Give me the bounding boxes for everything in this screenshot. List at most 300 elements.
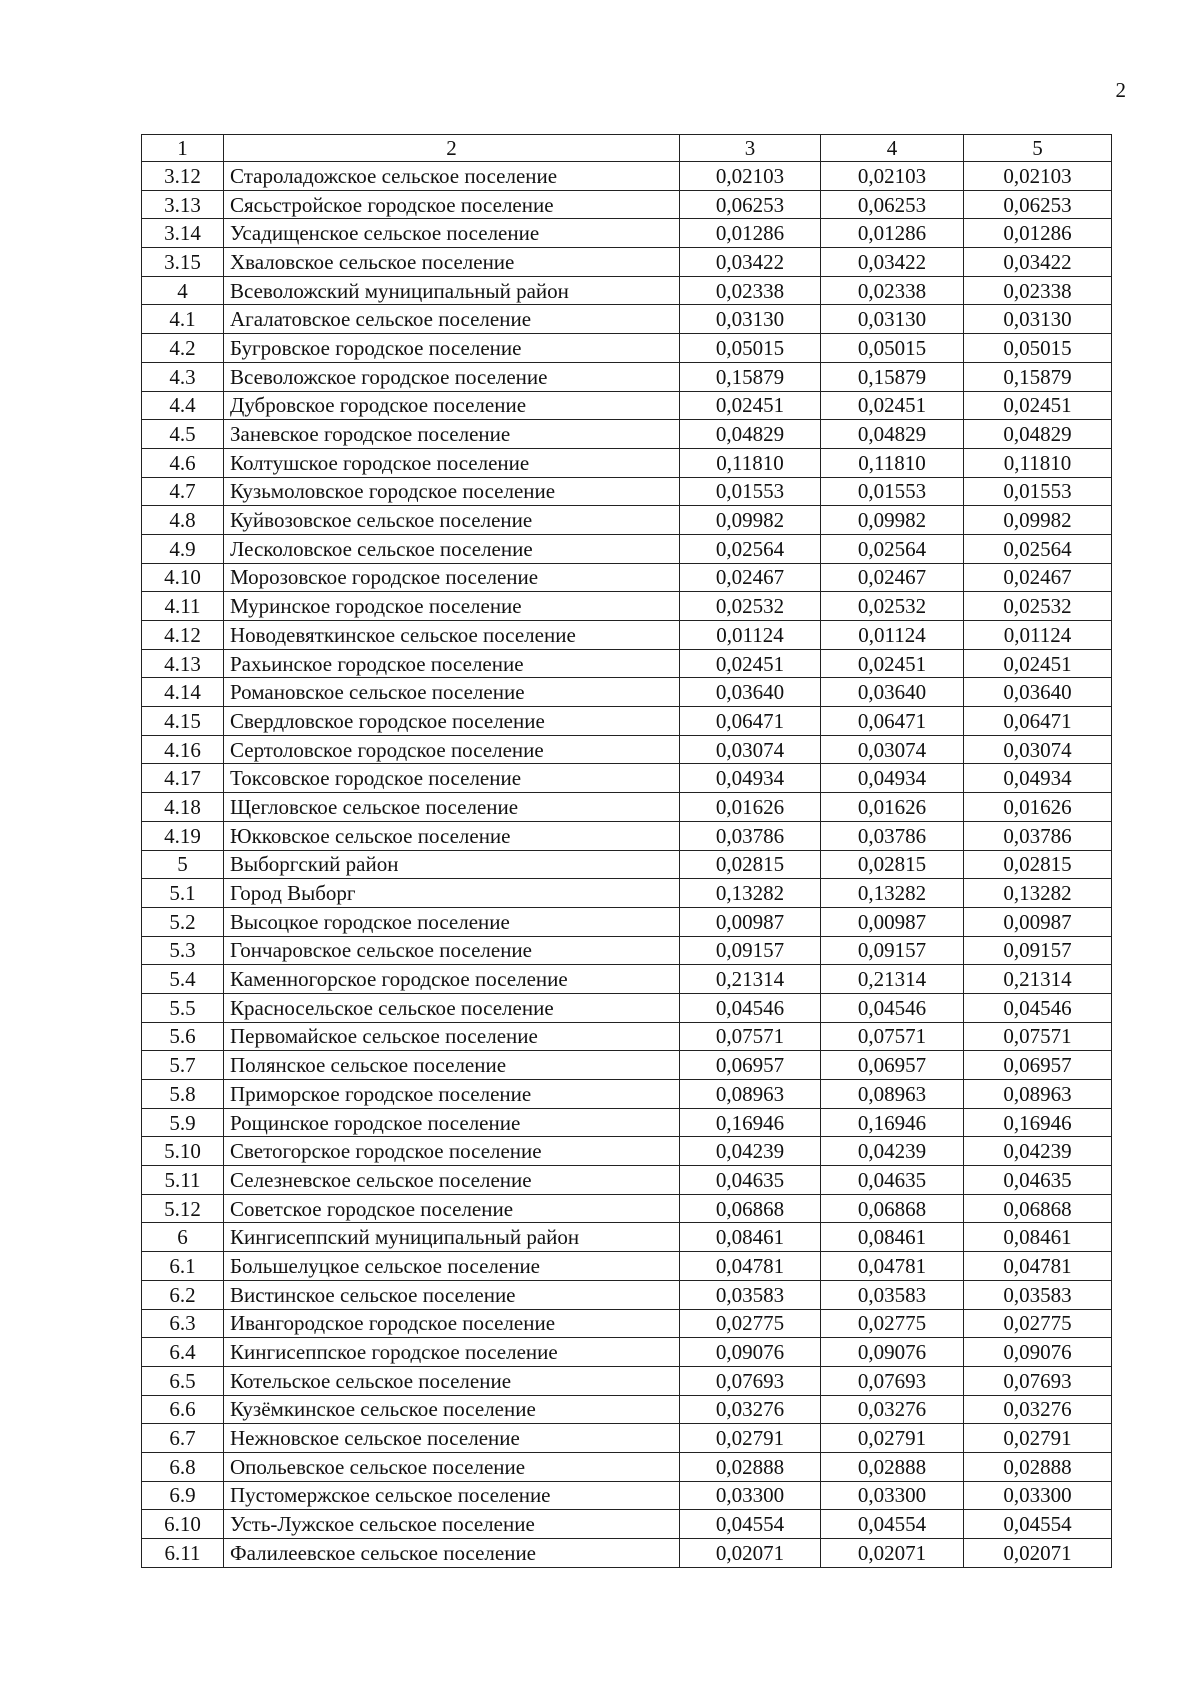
row-number-cell: 4.11 [142,592,224,621]
settlement-name-cell: Вистинское сельское поселение [224,1280,680,1309]
table-row [142,362,1112,391]
value-col5-cell: 0,02338 [964,276,1112,305]
value-col3-cell: 0,03300 [680,1481,821,1510]
column-header-3: 3 [680,135,821,162]
settlement-name-cell: Селезневское сельское поселение [224,1166,680,1195]
table-row [142,1137,1112,1166]
table-row [142,391,1112,420]
value-col5-cell: 0,06471 [964,707,1112,736]
value-col5-cell: 0,00987 [964,907,1112,936]
table-row [142,1338,1112,1367]
settlement-name-cell: Кингисеппский муниципальный район [224,1223,680,1252]
row-number-cell: 6 [142,1223,224,1252]
value-col5-cell: 0,02564 [964,534,1112,563]
value-col3-cell: 0,02467 [680,563,821,592]
settlement-name-cell: Опольевское сельское поселение [224,1452,680,1481]
value-col3-cell: 0,06957 [680,1051,821,1080]
value-col5-cell: 0,01626 [964,793,1112,822]
value-col3-cell: 0,03786 [680,821,821,850]
row-number-cell: 4.6 [142,448,224,477]
value-col3-cell: 0,04635 [680,1166,821,1195]
table-row [142,1539,1112,1568]
row-number-cell: 4.1 [142,305,224,334]
settlement-name-cell: Бугровское городское поселение [224,334,680,363]
value-col3-cell: 0,02791 [680,1424,821,1453]
settlement-name-cell: Первомайское сельское поселение [224,1022,680,1051]
value-col4-cell: 0,08461 [821,1223,964,1252]
row-number-cell: 4.16 [142,735,224,764]
row-number-cell: 5.9 [142,1108,224,1137]
row-number-cell: 4.12 [142,621,224,650]
table-row [142,879,1112,908]
settlement-name-cell: Юкковское сельское поселение [224,821,680,850]
value-col3-cell: 0,02888 [680,1452,821,1481]
row-number-cell: 4.10 [142,563,224,592]
value-col5-cell: 0,09076 [964,1338,1112,1367]
settlement-name-cell: Нежновское сельское поселение [224,1424,680,1453]
settlement-name-cell: Красносельское сельское поселение [224,993,680,1022]
value-col4-cell: 0,06868 [821,1194,964,1223]
row-number-cell: 4.18 [142,793,224,822]
column-header-2: 2 [224,135,680,162]
value-col3-cell: 0,08461 [680,1223,821,1252]
value-col3-cell: 0,03130 [680,305,821,334]
value-col4-cell: 0,04934 [821,764,964,793]
value-col4-cell: 0,06471 [821,707,964,736]
table-row [142,850,1112,879]
settlement-name-cell: Светогорское городское поселение [224,1137,680,1166]
value-col5-cell: 0,01286 [964,219,1112,248]
table-row [142,936,1112,965]
value-col5-cell: 0,02451 [964,391,1112,420]
value-col3-cell: 0,03276 [680,1395,821,1424]
value-col3-cell: 0,08963 [680,1080,821,1109]
row-number-cell: 3.14 [142,219,224,248]
value-col5-cell: 0,03422 [964,248,1112,277]
settlement-name-cell: Большелуцкое сельское поселение [224,1252,680,1281]
value-col4-cell: 0,03422 [821,248,964,277]
row-number-cell: 4.8 [142,506,224,535]
value-col3-cell: 0,01286 [680,219,821,248]
settlement-name-cell: Рахьинское городское поселение [224,649,680,678]
table-row [142,1309,1112,1338]
table-row [142,1510,1112,1539]
value-col4-cell: 0,01124 [821,621,964,650]
value-col3-cell: 0,04239 [680,1137,821,1166]
row-number-cell: 5.6 [142,1022,224,1051]
value-col3-cell: 0,09076 [680,1338,821,1367]
row-number-cell: 5.12 [142,1194,224,1223]
table-row [142,592,1112,621]
table-row [142,506,1112,535]
table-row [142,190,1112,219]
value-col4-cell: 0,03786 [821,821,964,850]
value-col4-cell: 0,02338 [821,276,964,305]
value-col4-cell: 0,07571 [821,1022,964,1051]
settlement-name-cell: Морозовское городское поселение [224,563,680,592]
table-row [142,477,1112,506]
table-row [142,1080,1112,1109]
value-col3-cell: 0,02071 [680,1539,821,1568]
value-col4-cell: 0,05015 [821,334,964,363]
value-col4-cell: 0,09076 [821,1338,964,1367]
value-col5-cell: 0,02103 [964,162,1112,191]
settlement-name-cell: Выборгский район [224,850,680,879]
row-number-cell: 4.5 [142,420,224,449]
value-col5-cell: 0,03640 [964,678,1112,707]
value-col4-cell: 0,03130 [821,305,964,334]
column-header-1: 1 [142,135,224,162]
table-row [142,678,1112,707]
row-number-cell: 4 [142,276,224,305]
settlement-name-cell: Куйвозовское сельское поселение [224,506,680,535]
value-col4-cell: 0,08963 [821,1080,964,1109]
value-col3-cell: 0,15879 [680,362,821,391]
value-col3-cell: 0,06253 [680,190,821,219]
value-col5-cell: 0,03074 [964,735,1112,764]
value-col5-cell: 0,04934 [964,764,1112,793]
settlement-name-cell: Пустомержское сельское поселение [224,1481,680,1510]
value-col4-cell: 0,00987 [821,907,964,936]
column-header-5: 5 [964,135,1112,162]
page-number: 2 [1115,78,1126,102]
value-col5-cell: 0,16946 [964,1108,1112,1137]
value-col4-cell: 0,09982 [821,506,964,535]
settlement-name-cell: Романовское сельское поселение [224,678,680,707]
value-col3-cell: 0,02451 [680,649,821,678]
value-col3-cell: 0,04554 [680,1510,821,1539]
table-row [142,793,1112,822]
row-number-cell: 5.2 [142,907,224,936]
value-col4-cell: 0,03074 [821,735,964,764]
value-col5-cell: 0,04554 [964,1510,1112,1539]
row-number-cell: 3.15 [142,248,224,277]
settlement-name-cell: Дубровское городское поселение [224,391,680,420]
value-col4-cell: 0,02451 [821,649,964,678]
settlement-name-cell: Староладожское сельское поселение [224,162,680,191]
settlement-name-cell: Агалатовское сельское поселение [224,305,680,334]
value-col5-cell: 0,21314 [964,965,1112,994]
row-number-cell: 6.3 [142,1309,224,1338]
value-col5-cell: 0,04635 [964,1166,1112,1195]
table-row [142,420,1112,449]
row-number-cell: 3.13 [142,190,224,219]
settlement-name-cell: Муринское городское поселение [224,592,680,621]
value-col3-cell: 0,04546 [680,993,821,1022]
value-col4-cell: 0,02071 [821,1539,964,1568]
value-col5-cell: 0,07693 [964,1366,1112,1395]
table-row [142,735,1112,764]
value-col4-cell: 0,02815 [821,850,964,879]
value-col3-cell: 0,09157 [680,936,821,965]
value-col3-cell: 0,21314 [680,965,821,994]
table-row [142,1051,1112,1080]
value-col5-cell: 0,13282 [964,879,1112,908]
row-number-cell: 4.15 [142,707,224,736]
value-col5-cell: 0,08963 [964,1080,1112,1109]
settlement-name-cell: Котельское сельское поселение [224,1366,680,1395]
value-col3-cell: 0,11810 [680,448,821,477]
value-col5-cell: 0,09157 [964,936,1112,965]
row-number-cell: 6.8 [142,1452,224,1481]
value-col3-cell: 0,02564 [680,534,821,563]
settlement-name-cell: Усть-Лужское сельское поселение [224,1510,680,1539]
value-col3-cell: 0,09982 [680,506,821,535]
value-col3-cell: 0,02775 [680,1309,821,1338]
settlement-name-cell: Высоцкое городское поселение [224,907,680,936]
row-number-cell: 6.10 [142,1510,224,1539]
value-col4-cell: 0,06957 [821,1051,964,1080]
table-row [142,563,1112,592]
value-col5-cell: 0,02532 [964,592,1112,621]
table-row [142,621,1112,650]
settlement-name-cell: Советское городское поселение [224,1194,680,1223]
value-col3-cell: 0,01553 [680,477,821,506]
value-col3-cell: 0,02532 [680,592,821,621]
row-number-cell: 6.11 [142,1539,224,1568]
value-col5-cell: 0,02071 [964,1539,1112,1568]
value-col5-cell: 0,02451 [964,649,1112,678]
value-col4-cell: 0,01553 [821,477,964,506]
settlement-name-cell: Сертоловское городское поселение [224,735,680,764]
value-col5-cell: 0,02467 [964,563,1112,592]
row-number-cell: 5.5 [142,993,224,1022]
settlement-name-cell: Кузьмоловское городское поселение [224,477,680,506]
value-col3-cell: 0,16946 [680,1108,821,1137]
value-col5-cell: 0,06957 [964,1051,1112,1080]
value-col5-cell: 0,06253 [964,190,1112,219]
table-row [142,707,1112,736]
row-number-cell: 5.10 [142,1137,224,1166]
row-number-cell: 4.14 [142,678,224,707]
value-col4-cell: 0,03300 [821,1481,964,1510]
row-number-cell: 5.1 [142,879,224,908]
table-row [142,1252,1112,1281]
value-col3-cell: 0,02338 [680,276,821,305]
row-number-cell: 6.5 [142,1366,224,1395]
settlement-name-cell: Кингисеппское городское поселение [224,1338,680,1367]
table-row [142,821,1112,850]
value-col3-cell: 0,03640 [680,678,821,707]
value-col3-cell: 0,05015 [680,334,821,363]
row-number-cell: 4.4 [142,391,224,420]
value-col4-cell: 0,09157 [821,936,964,965]
value-col5-cell: 0,06868 [964,1194,1112,1223]
value-col5-cell: 0,05015 [964,334,1112,363]
row-number-cell: 3.12 [142,162,224,191]
settlement-name-cell: Токсовское городское поселение [224,764,680,793]
table-row [142,248,1112,277]
value-col5-cell: 0,02791 [964,1424,1112,1453]
settlement-name-cell: Заневское городское поселение [224,420,680,449]
value-col4-cell: 0,01286 [821,219,964,248]
value-col4-cell: 0,04546 [821,993,964,1022]
table-row [142,1166,1112,1195]
row-number-cell: 6.4 [142,1338,224,1367]
value-col4-cell: 0,03640 [821,678,964,707]
row-number-cell: 6.2 [142,1280,224,1309]
table-body [142,135,1112,1568]
value-col4-cell: 0,01626 [821,793,964,822]
value-col5-cell: 0,03786 [964,821,1112,850]
value-col3-cell: 0,04829 [680,420,821,449]
value-col3-cell: 0,04781 [680,1252,821,1281]
table-row [142,534,1112,563]
settlement-name-cell: Приморское городское поселение [224,1080,680,1109]
table-row [142,1424,1112,1453]
value-col3-cell: 0,01626 [680,793,821,822]
settlement-name-cell: Фалилеевское сельское поселение [224,1539,680,1568]
value-col5-cell: 0,02775 [964,1309,1112,1338]
value-col5-cell: 0,01553 [964,477,1112,506]
table-row [142,1022,1112,1051]
row-number-cell: 5.4 [142,965,224,994]
row-number-cell: 4.17 [142,764,224,793]
value-col4-cell: 0,21314 [821,965,964,994]
settlement-name-cell: Ивангородское городское поселение [224,1309,680,1338]
table-row [142,1280,1112,1309]
value-col5-cell: 0,15879 [964,362,1112,391]
settlement-name-cell: Город Выборг [224,879,680,908]
value-col4-cell: 0,04829 [821,420,964,449]
value-col5-cell: 0,07571 [964,1022,1112,1051]
settlement-name-cell: Лесколовское сельское поселение [224,534,680,563]
table-row [142,1223,1112,1252]
value-col4-cell: 0,11810 [821,448,964,477]
settlement-name-cell: Хваловское сельское поселение [224,248,680,277]
value-col3-cell: 0,07571 [680,1022,821,1051]
value-col5-cell: 0,01124 [964,621,1112,650]
value-col5-cell: 0,03130 [964,305,1112,334]
table-row [142,305,1112,334]
settlement-name-cell: Новодевяткинское сельское поселение [224,621,680,650]
value-col3-cell: 0,01124 [680,621,821,650]
table-row [142,219,1112,248]
value-col3-cell: 0,03583 [680,1280,821,1309]
value-col3-cell: 0,02103 [680,162,821,191]
settlement-name-cell: Свердловское городское поселение [224,707,680,736]
value-col4-cell: 0,02791 [821,1424,964,1453]
value-col4-cell: 0,02888 [821,1452,964,1481]
value-col4-cell: 0,07693 [821,1366,964,1395]
value-col5-cell: 0,02815 [964,850,1112,879]
value-col3-cell: 0,02815 [680,850,821,879]
value-col4-cell: 0,02451 [821,391,964,420]
settlement-name-cell: Всеволожское городское поселение [224,362,680,391]
value-col3-cell: 0,06471 [680,707,821,736]
settlement-name-cell: Щегловское сельское поселение [224,793,680,822]
row-number-cell: 6.9 [142,1481,224,1510]
settlement-name-cell: Всеволожский муниципальный район [224,276,680,305]
value-col5-cell: 0,04829 [964,420,1112,449]
value-col4-cell: 0,02564 [821,534,964,563]
value-col3-cell: 0,03422 [680,248,821,277]
row-number-cell: 4.2 [142,334,224,363]
value-col4-cell: 0,04781 [821,1252,964,1281]
value-col5-cell: 0,09982 [964,506,1112,535]
value-col4-cell: 0,15879 [821,362,964,391]
value-col5-cell: 0,04546 [964,993,1112,1022]
value-col3-cell: 0,00987 [680,907,821,936]
row-number-cell: 6.1 [142,1252,224,1281]
table-row [142,1194,1112,1223]
value-col5-cell: 0,02888 [964,1452,1112,1481]
value-col5-cell: 0,03583 [964,1280,1112,1309]
table-row [142,448,1112,477]
settlement-name-cell: Каменногорское городское поселение [224,965,680,994]
value-col3-cell: 0,02451 [680,391,821,420]
value-col5-cell: 0,04239 [964,1137,1112,1166]
value-col4-cell: 0,04554 [821,1510,964,1539]
table-row [142,276,1112,305]
column-header-4: 4 [821,135,964,162]
table-row [142,965,1112,994]
row-number-cell: 5.11 [142,1166,224,1195]
table-row [142,993,1112,1022]
value-col4-cell: 0,03583 [821,1280,964,1309]
row-number-cell: 5 [142,850,224,879]
row-number-cell: 5.8 [142,1080,224,1109]
settlement-name-cell: Рощинское городское поселение [224,1108,680,1137]
table-row [142,162,1112,191]
value-col3-cell: 0,04934 [680,764,821,793]
settlement-name-cell: Кузёмкинское сельское поселение [224,1395,680,1424]
value-col5-cell: 0,11810 [964,448,1112,477]
value-col3-cell: 0,07693 [680,1366,821,1395]
value-col5-cell: 0,08461 [964,1223,1112,1252]
row-number-cell: 4.3 [142,362,224,391]
value-col4-cell: 0,03276 [821,1395,964,1424]
value-col5-cell: 0,03276 [964,1395,1112,1424]
row-number-cell: 6.6 [142,1395,224,1424]
row-number-cell: 4.19 [142,821,224,850]
value-col3-cell: 0,03074 [680,735,821,764]
settlement-name-cell: Полянское сельское поселение [224,1051,680,1080]
settlement-name-cell: Усадищенское сельское поселение [224,219,680,248]
settlement-name-cell: Сясьстройское городское поселение [224,190,680,219]
table-row [142,1452,1112,1481]
row-number-cell: 6.7 [142,1424,224,1453]
row-number-cell: 5.7 [142,1051,224,1080]
value-col4-cell: 0,16946 [821,1108,964,1137]
value-col4-cell: 0,02775 [821,1309,964,1338]
table-row [142,764,1112,793]
row-number-cell: 4.13 [142,649,224,678]
table-header-row [142,135,1112,162]
table-row [142,907,1112,936]
table-row [142,334,1112,363]
table-row [142,649,1112,678]
value-col4-cell: 0,13282 [821,879,964,908]
coefficients-table [141,134,1112,1568]
row-number-cell: 4.9 [142,534,224,563]
table-row [142,1481,1112,1510]
table-row [142,1366,1112,1395]
table-row [142,1395,1112,1424]
table-row [142,1108,1112,1137]
value-col5-cell: 0,04781 [964,1252,1112,1281]
value-col4-cell: 0,06253 [821,190,964,219]
value-col3-cell: 0,13282 [680,879,821,908]
value-col4-cell: 0,02103 [821,162,964,191]
row-number-cell: 4.7 [142,477,224,506]
value-col4-cell: 0,02532 [821,592,964,621]
value-col4-cell: 0,04239 [821,1137,964,1166]
value-col4-cell: 0,02467 [821,563,964,592]
settlement-name-cell: Гончаровское сельское поселение [224,936,680,965]
value-col3-cell: 0,06868 [680,1194,821,1223]
value-col5-cell: 0,03300 [964,1481,1112,1510]
